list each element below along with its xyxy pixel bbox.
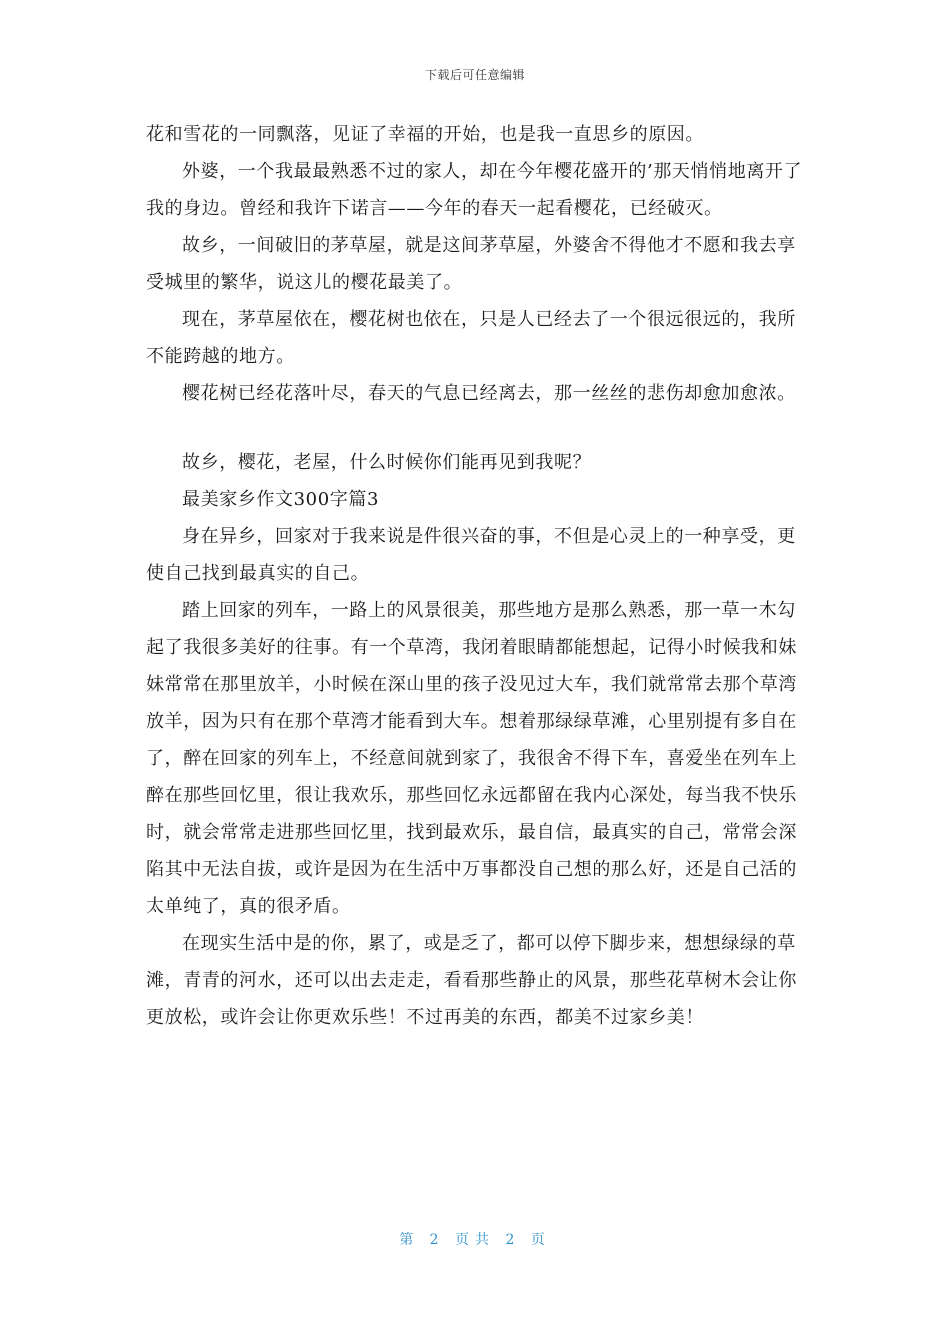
paragraph-continuation: 花和雪花的一同飘落，见证了幸福的开始，也是我一直思乡的原因。: [146, 124, 704, 145]
paragraph-real-life: 在现实生活中是的你，累了，或是乏了，都可以停下脚步来，想想绿绿的草滩，青青的河水，还可以出去走走，看看那些静止的风景，那些花草树木会让你更放松，或许会让你更欢乐些！不过再美的东西，都美不过家乡美！: [146, 933, 797, 1028]
page-footer: 第 2 页共 2 页: [399, 1232, 551, 1248]
page-header-note: 下载后可任意编辑: [424, 68, 525, 82]
paragraph-abroad: 身在异乡，回家对于我来说是件很兴奋的事，不但是心灵上的一种享受，更使自己找到最真实的自己。: [146, 526, 796, 584]
paragraph-cherry-tree: 樱花树已经花落叶尽，春天的气息已经离去，那一丝丝的悲伤却愈加愈浓。: [182, 383, 796, 404]
paragraph-hometown-hut: 故乡，一间破旧的茅草屋，就是这间茅草屋，外婆舍不得他才不愿和我去享受城里的繁华，说这儿的樱花最美了。: [146, 235, 796, 293]
paragraph-question: 故乡，樱花，老屋，什么时候你们能再见到我呢？: [182, 452, 592, 473]
paragraph-grandmother: 外婆，一个我最最熟悉不过的家人，却在今年樱花盛开的’那天悄悄地离开了我的身边。曾经和我许下诺言——今年的春天一起看樱花，已经破灭。: [146, 161, 803, 219]
document-body: [146, 116, 811, 1036]
essay-heading: 最美家乡作文300字篇3: [182, 489, 380, 510]
paragraph-train: 踏上回家的列车，一路上的风景很美，那些地方是那么熟悉，那一草一木勾起了我很多美好的往事。有一个草湾，我闭着眼睛都能想起，记得小时候我和妹妹常常在那里放羊，小时候在深山里的孩子没见过大车，我们就常常去那个草湾放羊，因为只有在那个草湾才能看到大车。想着那绿绿草滩，心里别提有多自在了，醉在回家的列车上，不经意间就到家了，我很舍不得下车，喜爱坐在列车上醉在那些回忆里，很让我欢乐，那些回忆永远都留在我内心深处，每当我不快乐时，就会常常走进那些回忆里，找到最欢乐，最自信，最真实的自己，常常会深陷其中无法自拔，或许是因为在生活中万事都没自己想的那么好，还是自己活的太单纯了，真的很矛盾。: [146, 600, 797, 917]
paragraph-now: 现在，茅草屋依在，樱花树也依在，只是人已经去了一个很远很远的，我所不能跨越的地方。: [146, 309, 796, 367]
